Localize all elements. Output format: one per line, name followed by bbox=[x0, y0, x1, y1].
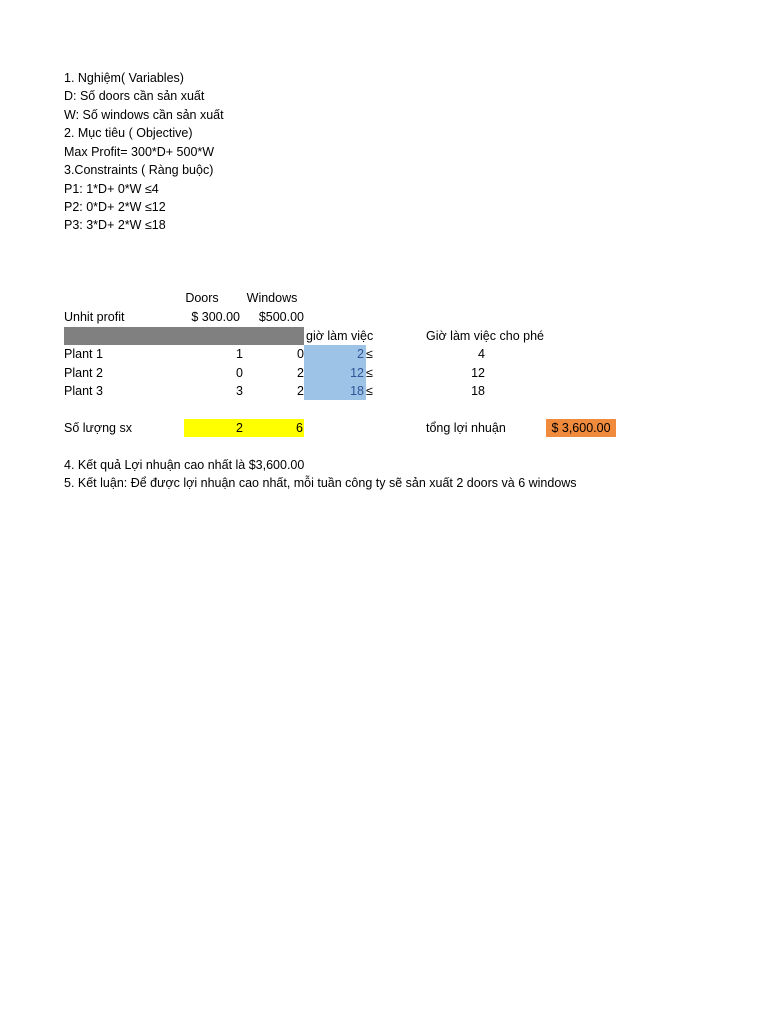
total-profit-value[interactable]: $ 3,600.00 bbox=[551, 421, 611, 435]
quantity-doors[interactable]: 2 bbox=[236, 421, 243, 435]
note-line-7: P1: 1*D+ 0*W ≤4 bbox=[64, 182, 159, 196]
header-windows: Windows bbox=[246, 291, 298, 305]
note-line-4: 2. Mục tiêu ( Objective) bbox=[64, 126, 193, 140]
row-label: Plant 3 bbox=[64, 384, 103, 398]
row-label: Plant 2 bbox=[64, 366, 103, 380]
row-hours[interactable]: 18 bbox=[350, 384, 364, 398]
note-line-5: Max Profit= 300*D+ 500*W bbox=[64, 145, 215, 159]
row-allowed[interactable]: 18 bbox=[471, 384, 485, 398]
unit-profit-doors[interactable]: $ 300.00 bbox=[191, 310, 240, 324]
row-doors[interactable]: 0 bbox=[236, 366, 243, 380]
row-allowed[interactable]: 12 bbox=[471, 366, 485, 380]
note-line-8: P2: 0*D+ 2*W ≤12 bbox=[64, 200, 166, 214]
row-label: Plant 1 bbox=[64, 347, 103, 361]
row-sign: ≤ bbox=[366, 384, 373, 398]
quantity-label: Số lượng sx bbox=[64, 421, 132, 435]
note-line-9: P3: 3*D+ 2*W ≤18 bbox=[64, 218, 166, 232]
row-sign: ≤ bbox=[366, 347, 373, 361]
hours-header: giờ làm việc bbox=[306, 329, 374, 343]
row-doors[interactable]: 3 bbox=[236, 384, 243, 398]
row-windows[interactable]: 2 bbox=[297, 384, 304, 398]
note-line-2: D: Số doors cần sản xuất bbox=[64, 89, 205, 103]
total-profit-label: tổng lợi nhuận bbox=[426, 421, 506, 435]
note-line-3: W: Số windows cần sản xuất bbox=[64, 108, 224, 122]
row-hours[interactable]: 2 bbox=[357, 347, 364, 361]
conclusion-line: 5. Kết luận: Để được lợi nhuận cao nhất, mỗi tuần công ty sẽ sản xuất 2 doors và 6 windows bbox=[64, 476, 577, 490]
gray-header-bar bbox=[64, 327, 304, 345]
unit-profit-windows[interactable]: $500.00 bbox=[258, 310, 304, 324]
row-doors[interactable]: 1 bbox=[236, 347, 243, 361]
row-sign: ≤ bbox=[366, 366, 373, 380]
header-doors: Doors bbox=[185, 291, 219, 305]
note-line-1: 1. Nghiệm( Variables) bbox=[64, 71, 184, 85]
unit-profit-label: Unhit profit bbox=[64, 310, 125, 324]
row-hours[interactable]: 12 bbox=[350, 366, 364, 380]
row-windows[interactable]: 0 bbox=[297, 347, 304, 361]
allowed-header: Giờ làm việc cho phé bbox=[426, 329, 544, 343]
row-windows[interactable]: 2 bbox=[297, 366, 304, 380]
row-allowed[interactable]: 4 bbox=[478, 347, 485, 361]
result-line: 4. Kết quả Lợi nhuận cao nhất là $3,600.00 bbox=[64, 458, 305, 472]
note-line-6: 3.Constraints ( Ràng buộc) bbox=[64, 163, 214, 177]
quantity-windows[interactable]: 6 bbox=[296, 421, 303, 435]
